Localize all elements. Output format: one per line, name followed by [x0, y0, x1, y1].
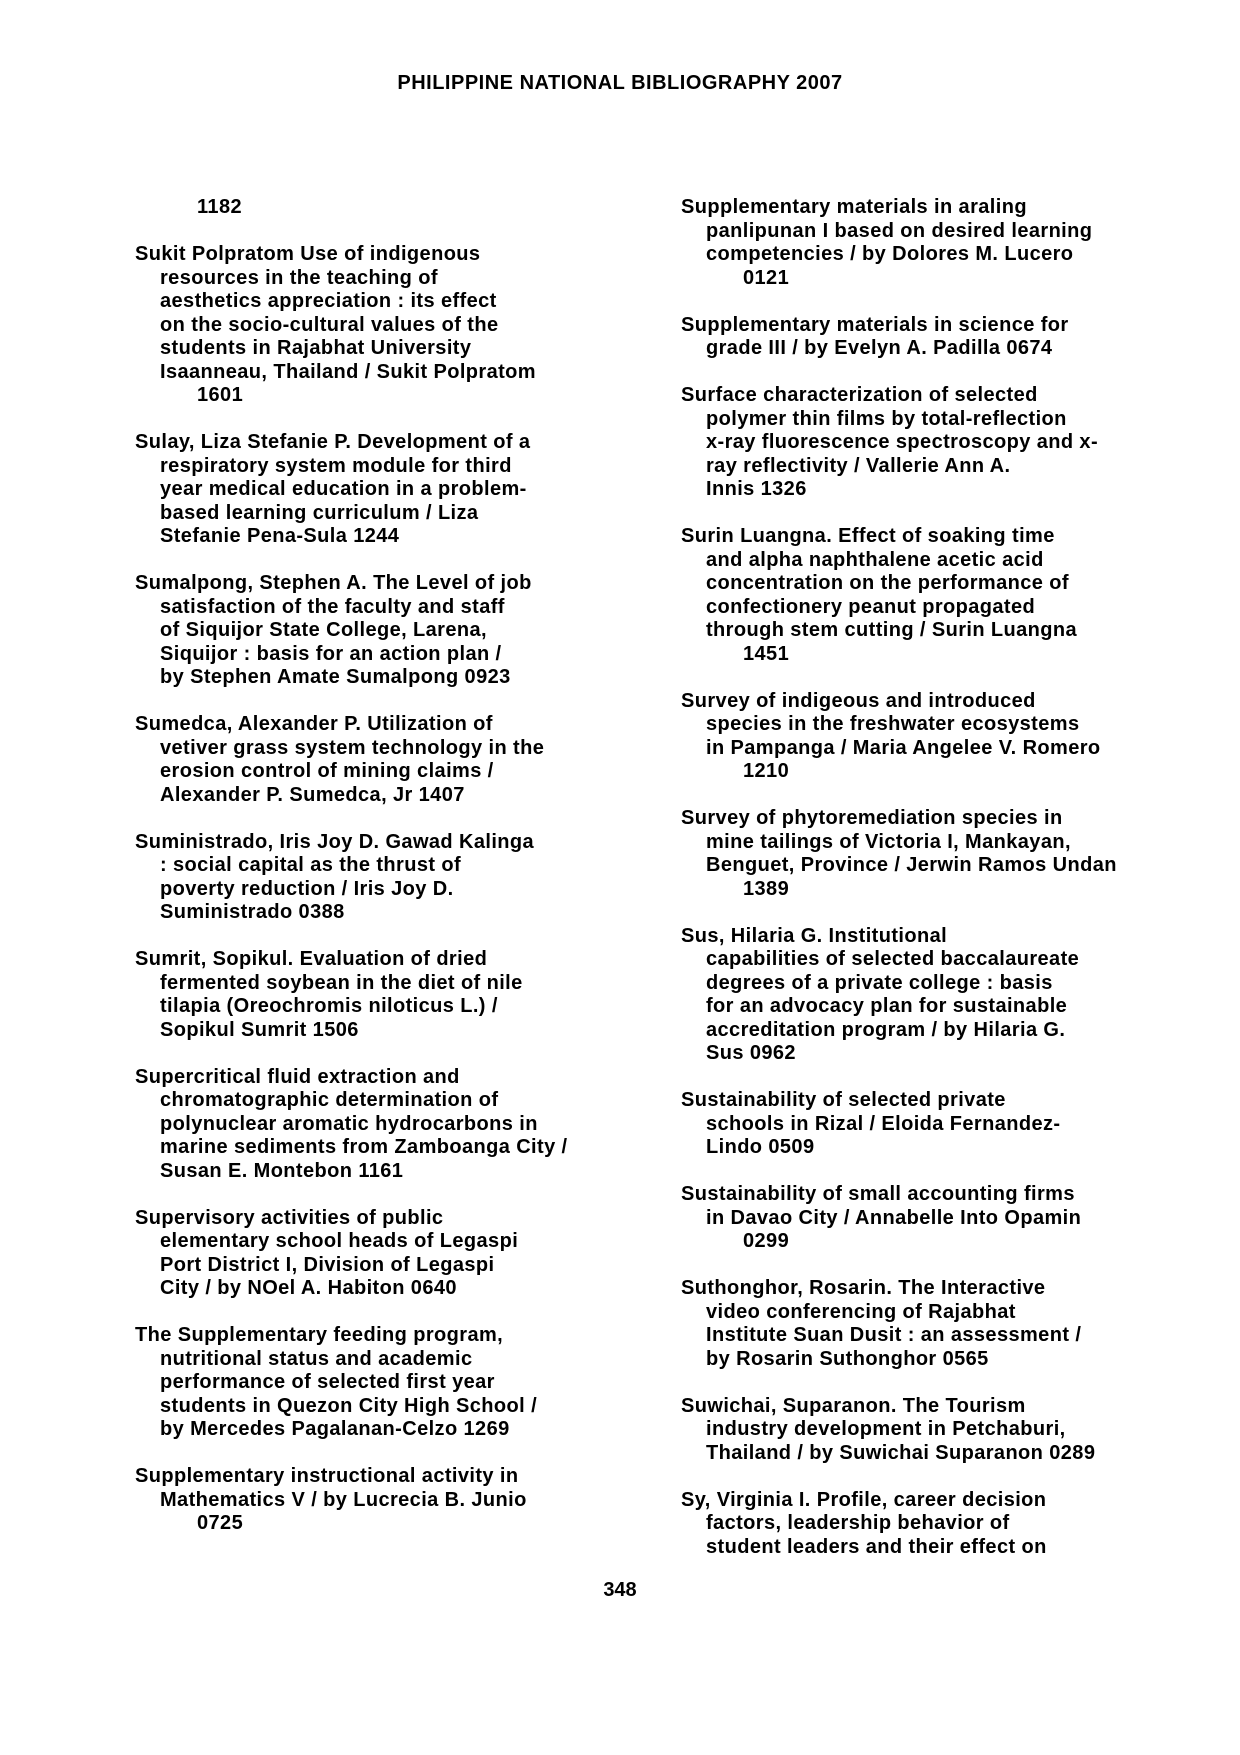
entry-text-line: industry development in Petchaburi,: [706, 1418, 1066, 1440]
bibliography-entry: [135, 572, 655, 690]
entry-text-line: chromatographic determination of: [160, 1089, 499, 1111]
entry-text-line: resources in the teaching of: [160, 266, 438, 289]
entry-text-line: accreditation program / by Hilaria G.: [706, 1018, 1066, 1041]
entry-text-line: 1451: [743, 642, 790, 665]
bibliography-entry: [135, 1066, 655, 1184]
entry-text-line: degrees of a private college : basis: [706, 971, 1053, 994]
entry-heading-line: Sustainability of selected private: [681, 1089, 1006, 1111]
entry-text-line: polymer thin films by total-reflection: [706, 407, 1067, 430]
bibliography-entry: [681, 196, 1201, 290]
entry-text-line: Thailand / by Suwichai Suparanon 0289: [706, 1441, 1096, 1464]
entry-text-line: in Davao City / Annabelle Into Opamin: [706, 1206, 1082, 1229]
entry-text-line: erosion control of mining claims /: [160, 760, 494, 782]
entry-text-line: competencies / by Dolores M. Lucero: [706, 243, 1074, 265]
entry-text-line: Siquijor : basis for an action plan /: [160, 642, 502, 665]
entry-text-line: for an advocacy plan for sustainable: [706, 995, 1068, 1017]
page-number: 348: [603, 1579, 637, 1601]
entry-heading-line: Sumedca, Alexander P. Utilization of: [135, 713, 493, 735]
entry-text-line: students in Rajabhat University: [160, 337, 472, 359]
entry-heading-line: Sukit Polpratom Use of indigenous: [135, 243, 481, 265]
bibliography-entry: [681, 1183, 1201, 1254]
entry-text-line: on the socio-cultural values of the: [160, 313, 499, 336]
bibliography-entry: [681, 1089, 1201, 1160]
bibliography-entry: [135, 196, 655, 220]
entry-heading-line: Supplementary instructional activity in: [135, 1465, 519, 1487]
entry-text-line: 0299: [743, 1230, 790, 1252]
entry-text-line: students in Quezon City High School /: [160, 1394, 538, 1417]
entry-text-line: Sus 0962: [706, 1042, 796, 1064]
entry-heading-line: Sus, Hilaria G. Institutional: [681, 924, 948, 947]
bibliography-entry: [135, 831, 655, 925]
entry-text-line: 0725: [197, 1512, 244, 1534]
entry-heading-line: Sy, Virginia I. Profile, career decision: [681, 1488, 1047, 1511]
entry-text-line: by Mercedes Pagalanan-Celzo 1269: [160, 1418, 510, 1440]
entry-text-line: Innis 1326: [706, 478, 807, 500]
entry-text-line: capabilities of selected baccalaureate: [706, 948, 1080, 970]
entry-text-line: by Stephen Amate Sumalpong 0923: [160, 666, 511, 688]
entry-text-line: City / by NOel A. Habiton 0640: [160, 1277, 457, 1299]
entry-text-line: video conferencing of Rajabhat: [706, 1300, 1016, 1323]
entry-heading-line: Sumalpong, Stephen A. The Level of job: [135, 572, 532, 594]
bibliography-entry: [681, 1489, 1201, 1560]
entry-text-line: 1601: [197, 384, 244, 406]
entry-text-line: schools in Rizal / Eloida Fernandez-: [706, 1112, 1061, 1135]
entry-text-line: Mathematics V / by Lucrecia B. Junio: [160, 1488, 527, 1511]
bibliography-entry: [135, 948, 655, 1042]
entry-text-line: elementary school heads of Legaspi: [160, 1230, 519, 1252]
entry-heading-line: 1182: [197, 196, 242, 218]
entry-heading-line: Suwichai, Suparanon. The Tourism: [681, 1394, 1026, 1417]
bibliography-entry: [681, 807, 1201, 901]
entry-heading-line: Sumrit, Sopikul. Evaluation of dried: [135, 948, 488, 970]
entry-heading-line: Supercritical fluid extraction and: [135, 1065, 460, 1088]
entry-heading-line: Surface characterization of selected: [681, 384, 1038, 406]
bibliography-entry: [135, 431, 655, 549]
entry-heading-line: Survey of phytoremediation species in: [681, 807, 1063, 829]
bibliography-entry: [135, 713, 655, 807]
entry-text-line: Benguet, Province / Jerwin Ramos Undan: [706, 854, 1117, 876]
bibliography-entry: [135, 1324, 655, 1442]
right-column: [681, 196, 1201, 1583]
entry-text-line: Alexander P. Sumedca, Jr 1407: [160, 783, 465, 806]
entry-text-line: tilapia (Oreochromis niloticus L.) /: [160, 995, 498, 1017]
entry-text-line: Susan E. Montebon 1161: [160, 1159, 404, 1182]
entry-text-line: Sopikul Sumrit 1506: [160, 1018, 359, 1041]
bibliography-entry: [135, 1207, 655, 1301]
entry-text-line: respiratory system module for third: [160, 454, 512, 477]
entry-text-line: year medical education in a problem-: [160, 478, 527, 500]
entry-heading-line: Suthonghor, Rosarin. The Interactive: [681, 1277, 1046, 1299]
entry-text-line: Institute Suan Dusit : an assessment /: [706, 1324, 1082, 1346]
entry-text-line: Suministrado 0388: [160, 901, 345, 923]
entry-text-line: based learning curriculum / Liza: [160, 501, 479, 524]
bibliography-entry: [135, 1465, 655, 1536]
entry-text-line: marine sediments from Zamboanga City /: [160, 1136, 568, 1158]
entry-text-line: 1210: [743, 760, 790, 782]
bibliography-entry: [681, 925, 1201, 1066]
entry-heading-line: Sustainability of small accounting firms: [681, 1183, 1075, 1205]
bibliography-entry: [681, 1395, 1201, 1466]
entry-heading-line: Supervisory activities of public: [135, 1206, 444, 1229]
entry-text-line: Stefanie Pena-Sula 1244: [160, 525, 400, 547]
entry-text-line: vetiver grass system technology in the: [160, 736, 545, 759]
entry-heading-line: Survey of indigeous and introduced: [681, 689, 1036, 712]
entry-text-line: polynuclear aromatic hydrocarbons in: [160, 1112, 538, 1135]
entry-text-line: ray reflectivity / Vallerie Ann A.: [706, 454, 1011, 477]
left-column: [135, 196, 655, 1559]
entry-text-line: performance of selected first year: [160, 1371, 495, 1393]
entry-text-line: through stem cutting / Surin Luangna: [706, 619, 1078, 641]
entry-heading-line: Surin Luangna. Effect of soaking time: [681, 525, 1055, 547]
entry-text-line: concentration on the performance of: [706, 572, 1069, 594]
bibliography-entry: [135, 243, 655, 408]
entry-text-line: mine tailings of Victoria I, Mankayan,: [706, 830, 1071, 853]
entry-text-line: student leaders and their effect on: [706, 1535, 1047, 1558]
entry-text-line: x-ray fluorescence spectroscopy and x-: [706, 431, 1099, 453]
entry-text-line: factors, leadership behavior of: [706, 1512, 1010, 1534]
entry-text-line: grade III / by Evelyn A. Padilla 0674: [706, 337, 1053, 359]
entry-text-line: aesthetics appreciation : its effect: [160, 290, 497, 312]
entry-heading-line: Supplementary materials in science for: [681, 313, 1069, 336]
entry-heading-line: Sulay, Liza Stefanie P. Development of a: [135, 431, 531, 453]
entry-text-line: Isaanneau, Thailand / Sukit Polpratom: [160, 360, 536, 383]
entry-heading-line: Suministrado, Iris Joy D. Gawad Kalinga: [135, 830, 535, 853]
entry-heading-line: Supplementary materials in araling: [681, 196, 1027, 218]
bibliography-entry: [681, 525, 1201, 666]
entry-text-line: satisfaction of the faculty and staff: [160, 595, 505, 618]
entry-text-line: fermented soybean in the diet of nile: [160, 971, 523, 994]
entry-text-line: 1389: [743, 877, 790, 900]
entry-text-line: of Siquijor State College, Larena,: [160, 619, 487, 641]
entry-text-line: by Rosarin Suthonghor 0565: [706, 1347, 989, 1370]
page-header-title: PHILIPPINE NATIONAL BIBLIOGRAPHY 2007: [397, 72, 843, 94]
entry-text-line: and alpha naphthalene acetic acid: [706, 548, 1044, 571]
entry-text-line: 0121: [743, 266, 790, 289]
entry-text-line: Lindo 0509: [706, 1136, 815, 1158]
entry-text-line: in Pampanga / Maria Angelee V. Romero: [706, 736, 1101, 759]
entry-text-line: nutritional status and academic: [160, 1347, 473, 1370]
bibliography-entry: [681, 384, 1201, 502]
entry-text-line: panlipunan I based on desired learning: [706, 219, 1093, 242]
entry-text-line: species in the freshwater ecosystems: [706, 713, 1080, 735]
bibliography-entry: [681, 314, 1201, 361]
entry-text-line: confectionery peanut propagated: [706, 595, 1036, 618]
entry-text-line: : social capital as the thrust of: [160, 854, 462, 876]
entry-heading-line: The Supplementary feeding program,: [135, 1324, 504, 1346]
bibliography-entry: [681, 690, 1201, 784]
bibliography-entry: [681, 1277, 1201, 1371]
entry-text-line: poverty reduction / Iris Joy D.: [160, 877, 454, 900]
entry-text-line: Port District I, Division of Legaspi: [160, 1253, 495, 1276]
